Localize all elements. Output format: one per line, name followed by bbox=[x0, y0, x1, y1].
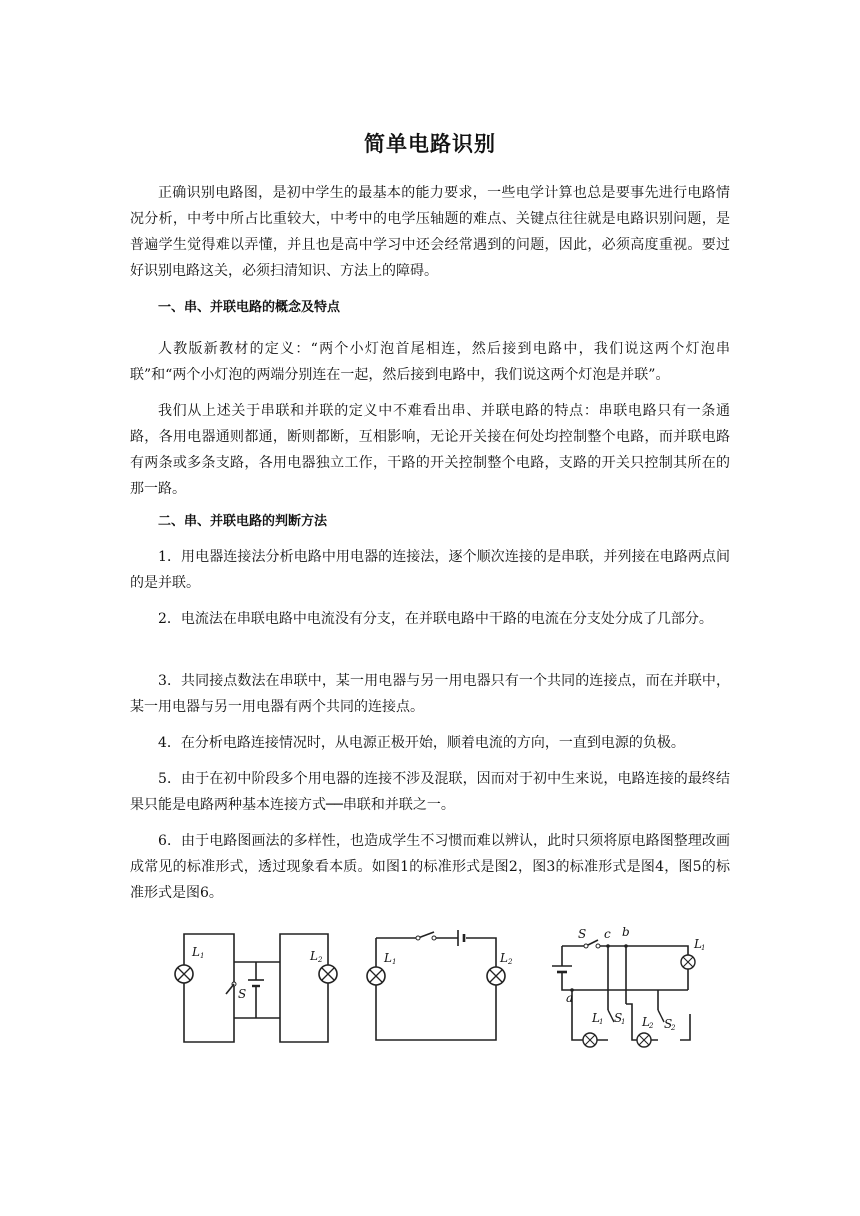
fig3-l1-top-sub: 1 bbox=[701, 944, 706, 952]
fig3-l1-sub: 1 bbox=[599, 1018, 604, 1026]
circuit-figure-2 bbox=[362, 924, 532, 1048]
circuit-figure-1 bbox=[172, 922, 342, 1046]
page-title: 简单电路识别 bbox=[364, 132, 496, 156]
fig2-l2-label: L bbox=[500, 951, 508, 965]
fig3-s1-label: S bbox=[614, 1011, 623, 1025]
fig1-l2-label: L bbox=[310, 949, 318, 963]
fig2-l1-label: L bbox=[384, 951, 392, 965]
fig3-c-label: c bbox=[604, 927, 611, 941]
lamp-l2-icon bbox=[319, 965, 337, 983]
fig3-b-label: b bbox=[622, 925, 630, 939]
method-item-5: 5．由于在初中阶段多个用电器的连接不涉及混联，因而对于初中生来说，电路连接的最终结果只能是电路两种基本连接方式──串联和并联之一。 bbox=[130, 771, 730, 813]
intro-paragraph: 正确识别电路图，是初中学生的最基本的能力要求，一些电学计算也总是要事先进行电路情况分析，中考中所占比重较大，中考中的电学压轴题的难点、关键点往往就是电路识别问题，是普遍学生觉得难以弄懂，并且也是高中学习中还会经常遇到的问题，因此，必须高度重视。要过好识别电路这关，必须扫清知识、方法上的障碍。 bbox=[130, 185, 730, 279]
fig3-l2-sub: 2 bbox=[649, 1022, 654, 1030]
section-2-heading: 二、串、并联电路的判断方法 bbox=[158, 514, 328, 529]
lamp-l2-icon bbox=[637, 1033, 651, 1047]
fig3-a-label: a bbox=[566, 991, 574, 1005]
section-1-heading: 一、串、并联电路的概念及特点 bbox=[158, 300, 341, 315]
fig3-s-label: S bbox=[578, 927, 587, 941]
section-1-paragraph-2: 我们从上述关于串联和并联的定义中不难看出串、并联电路的特点：串联电路只有一条通路，各用电器通则都通，断则都断，互相影响，无论开关接在何处均控制整个电路，而并联电路有两条或多条支路，各用电器独立工作，干路的开关控制整个电路，支路的开关只控制其所在的那一路。 bbox=[130, 403, 730, 497]
fig3-s1-sub: 1 bbox=[621, 1018, 626, 1026]
fig2-l1-sub: 1 bbox=[392, 958, 397, 966]
lamp-l2-icon bbox=[487, 967, 505, 985]
fig3-l2-label: L bbox=[642, 1015, 650, 1029]
lamp-l1-icon bbox=[583, 1033, 597, 1047]
method-item-2: 2．电流法在串联电路中电流没有分支，在并联电路中干路的电流在分支处分成了几部分。 bbox=[158, 611, 713, 627]
circuit-figure-3 bbox=[548, 918, 718, 1052]
lamp-l1-icon bbox=[367, 967, 385, 985]
section-1-paragraph-1: 人教版新教材的定义：“两个小灯泡首尾相连，然后接到电路中，我们说这两个灯泡串联”和“两个小灯泡的两端分别连在一起，然后接到电路中，我们说这两个灯泡是并联”。 bbox=[130, 341, 730, 383]
lamp-l1-top-icon bbox=[681, 955, 695, 969]
fig1-l2-sub: 2 bbox=[318, 956, 323, 964]
fig2-l2-sub: 2 bbox=[508, 958, 513, 966]
fig3-l1-label: L bbox=[592, 1011, 600, 1025]
fig3-s2-sub: 2 bbox=[671, 1024, 676, 1032]
fig1-l1-sub: 1 bbox=[200, 952, 205, 960]
lamp-l1-icon bbox=[175, 965, 193, 983]
method-item-6: 6．由于电路图画法的多样性，也造成学生不习惯而难以辨认，此时只须将原电路图整理改画成常见的标准形式，透过现象看本质。如图1的标准形式是图2，图3的标准形式是图4，图5的标准形式是图6。 bbox=[130, 833, 730, 901]
method-item-3: 3．共同接点数法在串联中，某一用电器与另一用电器只有一个共同的连接点，而在并联中，某一用电器与另一用电器有两个共同的连接点。 bbox=[130, 673, 730, 715]
fig1-l1-label: L bbox=[192, 945, 200, 959]
fig3-l1-top-label: L bbox=[694, 937, 702, 951]
method-item-4: 4．在分析电路连接情况时，从电源正极开始，顺着电流的方向，一直到电源的负极。 bbox=[158, 735, 685, 751]
fig3-s2-label: S bbox=[664, 1017, 673, 1031]
method-item-1: 1．用电器连接法分析电路中用电器的连接法，逐个顺次连接的是串联，并列接在电路两点间的是并联。 bbox=[130, 549, 730, 591]
fig1-s-label: S bbox=[238, 987, 247, 1001]
